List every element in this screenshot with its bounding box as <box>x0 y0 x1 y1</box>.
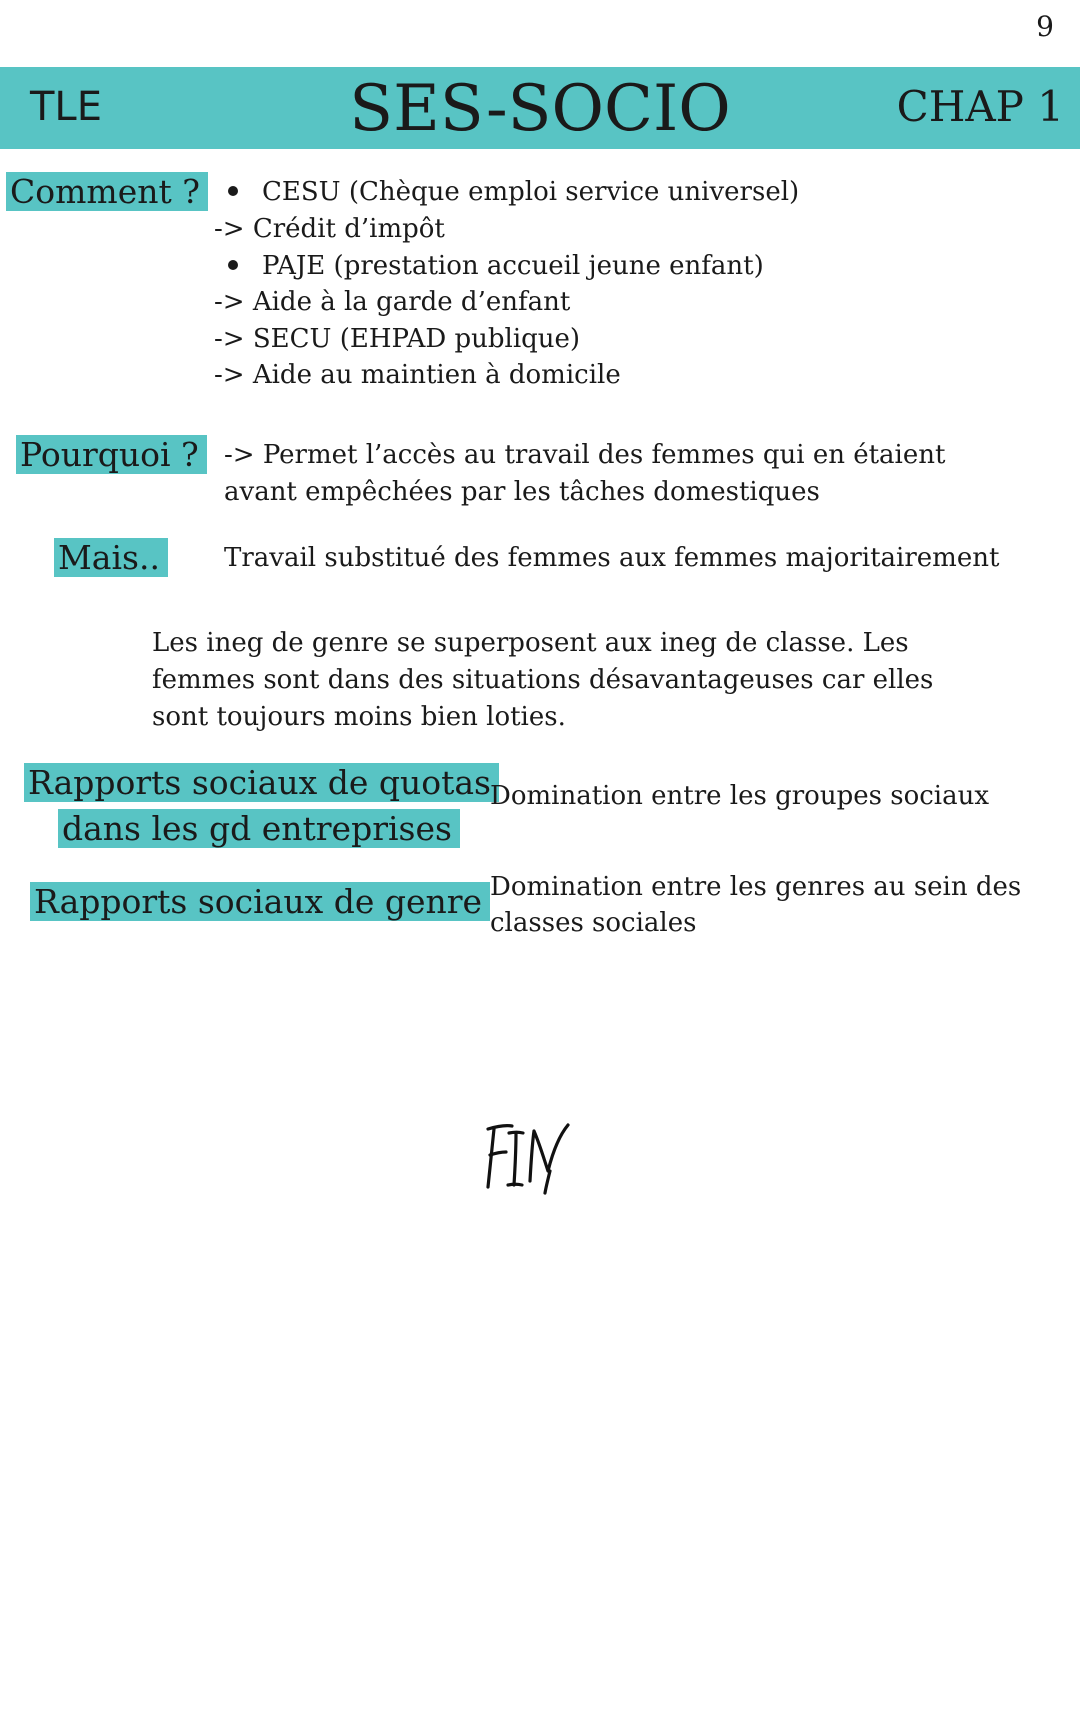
genre-definition-line-1: Domination entre les genres au sein des <box>490 872 1022 902</box>
quotas-label-line-2-text: dans les gd entreprises <box>58 809 460 848</box>
pourquoi-label <box>16 437 207 473</box>
comment-label <box>6 174 208 210</box>
header-chapter: CHAP 1 <box>896 82 1064 131</box>
quotas-label-line-2 <box>58 806 460 852</box>
comment-item-6: -> Aide au maintien à domicile <box>214 360 621 390</box>
genre-label <box>30 879 490 925</box>
comment-item-3 <box>228 248 764 284</box>
fin-signature <box>480 1115 580 1195</box>
mais-label <box>54 540 168 576</box>
page-title: SES-SOCIO <box>349 72 731 146</box>
genre-definition-line-2: classes sociales <box>490 908 697 938</box>
comment-item-4: -> Aide à la garde d’enfant <box>214 287 571 317</box>
quotas-definition: Domination entre les groupes sociaux <box>490 781 990 811</box>
comment-item-2: -> Crédit d’impôt <box>214 214 445 244</box>
genre-label-text: Rapports sociaux de genre <box>30 882 490 921</box>
bullet-icon <box>228 186 238 196</box>
comment-item-1-text: CESU (Chèque emploi service universel) <box>262 177 800 207</box>
page-number: 9 <box>1036 10 1054 43</box>
pourquoi-label-text: Pourquoi ? <box>16 435 207 474</box>
bullet-icon <box>228 260 238 270</box>
paragraph-line-2: femmes sont dans des situations désavantageuses car elles <box>152 665 934 695</box>
paragraph-line-1: Les ineg de genre se superposent aux ineg de classe. Les <box>152 628 909 658</box>
header-level: TLE <box>30 84 102 130</box>
mais-label-text: Mais.. <box>54 538 168 577</box>
comment-item-1 <box>228 174 799 210</box>
comment-item-5: -> SECU (EHPAD publique) <box>214 324 581 354</box>
comment-item-3-text: PAJE (prestation accueil jeune enfant) <box>262 251 764 281</box>
pourquoi-line-2: avant empêchées par les tâches domestiques <box>224 477 820 507</box>
comment-label-text: Comment ? <box>6 172 208 211</box>
quotas-label-line-1 <box>24 760 499 806</box>
quotas-label-line-1-text: Rapports sociaux de quotas <box>24 763 499 802</box>
paragraph-line-3: sont toujours moins bien loties. <box>152 702 566 732</box>
pourquoi-line-1: -> Permet l’accès au travail des femmes qui en étaient <box>224 440 946 470</box>
mais-text: Travail substitué des femmes aux femmes majoritairement <box>224 543 1000 573</box>
